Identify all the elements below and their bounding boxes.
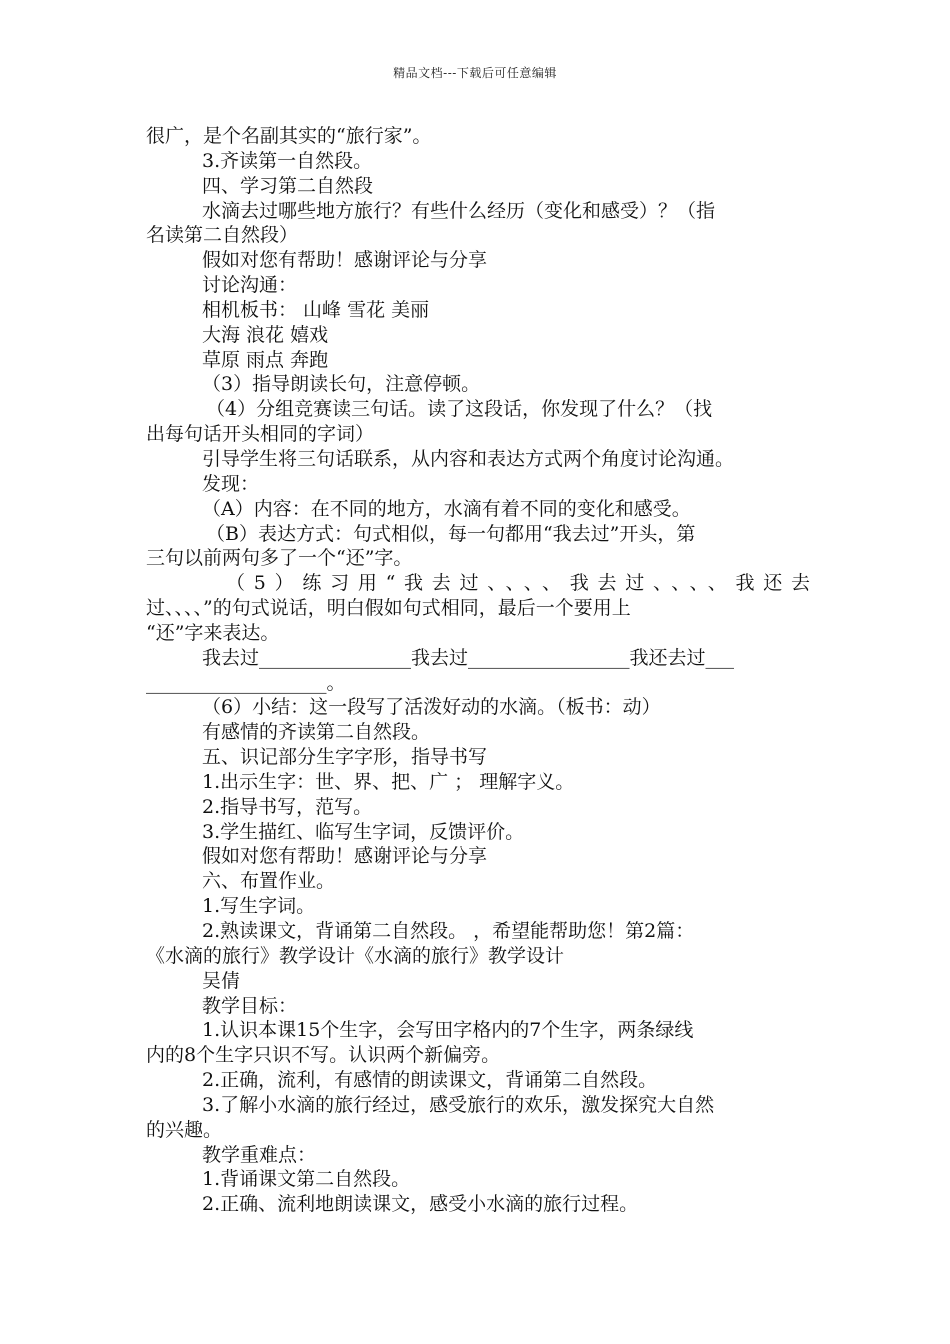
section-heading: 五、识记部分生字字形，指导书写	[202, 746, 488, 769]
section-heading: 六、布置作业。	[202, 870, 336, 893]
section-heading: 教学重难点：	[202, 1143, 317, 1166]
text-line: 《水滴的旅行》教学设计《水滴的旅行》教学设计	[146, 944, 565, 967]
text-line: 1.认识本课15个生字，会写田字格内的7个生字，两条绿线	[202, 1019, 694, 1042]
text-line: 的兴趣。	[146, 1118, 223, 1141]
text-line: （5）练习用“我去过、、、、我去过、、、、我还去	[226, 572, 810, 595]
text-line: 内的8个生字只识不写。认识两个新偏旁。	[146, 1044, 501, 1067]
text-line: 3.了解小水滴的旅行经过，感受旅行的欢乐，激发探究大自然	[202, 1093, 715, 1116]
text-line: （3）指导朗读长句，注意停顿。	[202, 373, 481, 396]
fill-in-blank-line: 我去过________________我去过_________________我还去过___	[202, 646, 735, 669]
fill-in-blank-line: ___________________。	[146, 671, 346, 694]
text-line: 名读第二自然段）	[146, 224, 299, 247]
text-line: 三句以前两句多了一个“还”字。	[146, 547, 413, 570]
text-line: 2.正确、流利地朗读课文，感受小水滴的旅行过程。	[202, 1193, 639, 1216]
text-line: 1.背诵课文第二自然段。	[202, 1168, 411, 1191]
text-line: 出每句话开头相同的字词）	[146, 423, 375, 446]
text-line: 大海 浪花 嬉戏	[202, 323, 329, 346]
section-heading: 四、学习第二自然段	[202, 174, 374, 197]
text-line: 假如对您有帮助！感谢评论与分享	[202, 845, 488, 868]
section-heading: 教学目标：	[202, 994, 298, 1017]
text-line: 引导学生将三句话联系，从内容和表达方式两个角度讨论沟通。	[202, 447, 735, 470]
document-body	[146, 124, 810, 1217]
text-line: 1.出示生字：世、界、把、广 ； 理解字义。	[202, 770, 575, 793]
text-line: 1.写生字词。	[202, 895, 316, 918]
text-line: 发现：	[202, 472, 260, 495]
text-line: （6）小结：这一段写了活泼好动的水滴。（板书：动）	[202, 696, 661, 719]
text-line: 草原 雨点 奔跑	[202, 348, 329, 371]
text-line: 3.齐读第一自然段。	[202, 149, 373, 172]
text-line: “还”字来表达。	[146, 621, 280, 644]
page-header: 精品文档---下载后可任意编辑	[393, 66, 557, 80]
text-line: （B）表达方式：句式相似，每一句都用“我去过”开头，第	[206, 522, 696, 545]
text-line: （A）内容：在不同的地方，水滴有着不同的变化和感受。	[202, 497, 691, 520]
text-line: 水滴去过哪些地方旅行？有些什么经历（变化和感受）？（指	[202, 199, 716, 222]
text-line: 3.学生描红、临写生字词，反馈评价。	[202, 820, 525, 843]
text-line: 相机板书： 山峰 雪花 美丽	[202, 298, 430, 321]
text-line: 2.指导书写，范写。	[202, 795, 373, 818]
text-line: 2.正确，流利，有感情的朗读课文，背诵第二自然段。	[202, 1069, 658, 1092]
text-line: 很广，是个名副其实的“旅行家”。	[146, 125, 432, 147]
author-name: 吴倩	[202, 969, 241, 992]
text-line: 讨论沟通：	[202, 274, 298, 297]
text-line: 过、、、、”的句式说话，明白假如句式相同，最后一个要用上	[146, 597, 631, 620]
text-line: 假如对您有帮助！感谢评论与分享	[202, 249, 488, 272]
text-line: 有感情的齐读第二自然段。	[202, 721, 431, 744]
text-line: （4）分组竞赛读三句话。读了这段话，你发现了什么？（找	[206, 398, 713, 421]
text-line: 2.熟读课文，背诵第二自然段。 ，希望能帮助您！第2篇：	[202, 920, 695, 942]
